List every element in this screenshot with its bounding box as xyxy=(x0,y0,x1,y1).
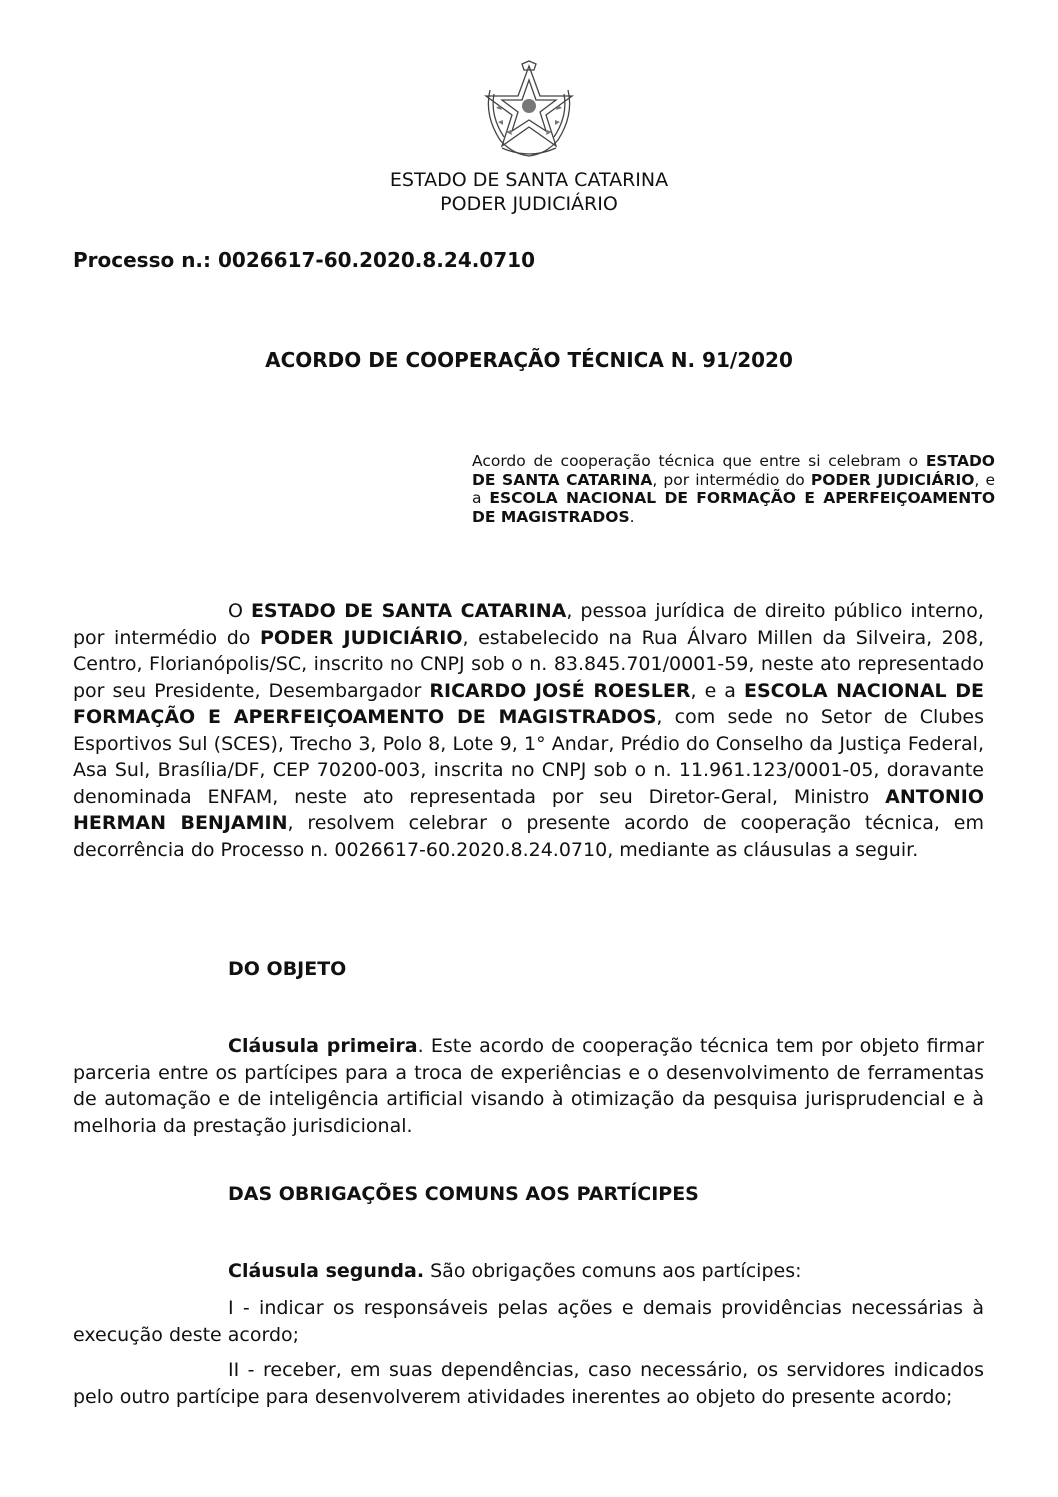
intro-party-judiciary: PODER JUDICIÁRIO xyxy=(259,626,463,649)
header-state: ESTADO DE SANTA CATARINA xyxy=(389,169,669,191)
ementa-text: , por intermédio do xyxy=(652,470,811,489)
clause-second-paragraph xyxy=(73,1258,984,1285)
ementa-party-judiciary: PODER JUDICIÁRIO xyxy=(810,470,975,489)
ementa-party-state: ESTADO DE SANTA CATARINA xyxy=(472,452,995,489)
document-title: ACORDO DE COOPERAÇÃO TÉCNICA N. 91/2020 xyxy=(265,348,793,372)
ementa-text: . xyxy=(629,507,635,526)
intro-text: , com sede no Setor de Clubes Esportivos Sul (SCES), Trecho 3, Polo 8, Lote 9, 1° Andar, Prédio do Conselho da Justiça Federal, Asa Sul, Brasília/DF, CEP 70200-003, inscrita no CNPJ sob o n. 11.961.123/0001-05, doravante denominada ENFAM, neste ato representada por seu Diretor-Geral, Ministro xyxy=(73,706,985,808)
obligation-item-1: I - indicar os responsáveis pelas ações e demais providências necessárias à execução deste acordo; xyxy=(73,1297,984,1346)
state-coat-of-arms-icon xyxy=(482,60,576,160)
intro-paragraph xyxy=(73,598,984,863)
process-number: Processo n.: 0026617-60.2020.8.24.0710 xyxy=(73,248,536,272)
intro-representative-president: RICARDO JOSÉ ROESLER xyxy=(429,679,691,702)
header-branch: PODER JUDICIÁRIO xyxy=(440,193,618,215)
intro-text: , e a xyxy=(690,679,744,702)
clause-first-label: Cláusula primeira xyxy=(228,1035,418,1057)
ementa-text: , e a xyxy=(472,470,996,507)
clause-second-text: São obrigações comuns aos partícipes: xyxy=(424,1260,802,1282)
ementa-party-enfam: ESCOLA NACIONAL DE FORMAÇÃO E APERFEIÇOAMENTO DE MAGISTRADOS xyxy=(472,489,995,526)
section-heading-object: DO OBJETO xyxy=(228,958,347,980)
clause-second-label: Cláusula segunda. xyxy=(228,1260,425,1282)
intro-party-state: ESTADO DE SANTA CATARINA xyxy=(250,600,567,622)
ementa-text: Acordo de cooperação técnica que entre si celebram o xyxy=(472,452,926,470)
intro-text: , resolvem celebrar o presente acordo de cooperação técnica, em decorrência do Processo n. 0026617-60.2020.8.24.0710, mediante as cláusulas a seguir. xyxy=(73,812,985,861)
obligation-item-2: II - receber, em suas dependências, caso necessário, os servidores indicados pelo outro partícipe para desenvolverem atividades inerentes ao objeto do presente acordo; xyxy=(73,1359,984,1408)
section-heading-obligations: DAS OBRIGAÇÕES COMUNS AOS PARTÍCIPES xyxy=(228,1183,699,1205)
clause-first-paragraph xyxy=(73,1033,984,1139)
document-header xyxy=(0,168,1058,216)
intro-text: , estabelecido na Rua Álvaro Millen da Silveira, 208, Centro, Florianópolis/SC, inscrito no CNPJ sob o n. 83.845.701/0001-59, neste ato representado por seu Presidente, Desembargador xyxy=(73,626,984,702)
intro-representative-director: ANTONIO HERMAN BENJAMIN xyxy=(73,785,984,834)
intro-text: , pessoa jurídica de direito público interno, por intermédio do xyxy=(73,600,984,649)
intro-text: O xyxy=(228,600,251,622)
ementa-paragraph xyxy=(472,452,995,526)
intro-party-enfam: ESCOLA NACIONAL DE FORMAÇÃO E APERFEIÇOAMENTO DE MAGISTRADOS xyxy=(73,679,984,728)
clause-first-text: . Este acordo de cooperação técnica tem por objeto firmar parceria entre os partícipes para a troca de experiências e o desenvolvimento de ferramentas de automação e de inteligência artificial visando à otimização da pesquisa jurisprudencial e à melhoria da prestação jurisdicional. xyxy=(73,1035,984,1137)
